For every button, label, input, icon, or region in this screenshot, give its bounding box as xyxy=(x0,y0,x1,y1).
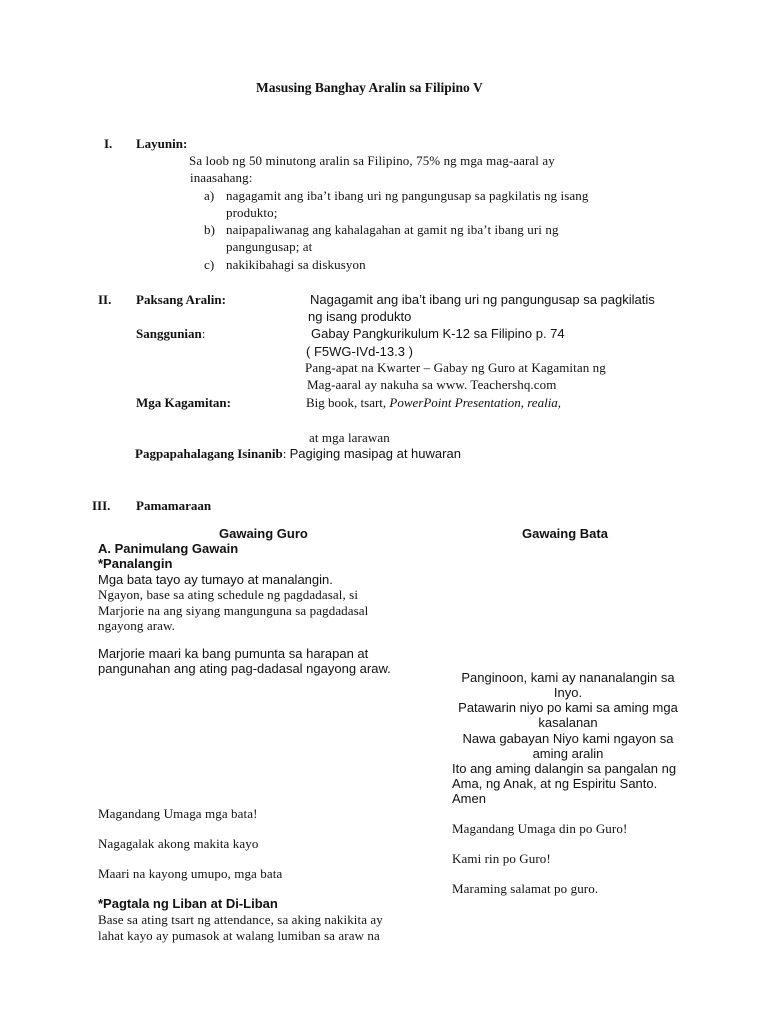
section-1-heading: Layunin: xyxy=(136,136,188,151)
sanggunian-line3: Pang-apat na Kwarter – Gabay ng Guro at Kagamitan ng xyxy=(305,360,606,375)
bata-greeting: Kami rin po Guro! xyxy=(452,851,551,866)
bata-prayer-line: Ama, ng Anak, at ng Espiritu Santo. xyxy=(452,776,658,791)
panimulang-gawain-heading: A. Panimulang Gawain xyxy=(98,541,239,556)
paksa-value-line2: ng isang produkto xyxy=(308,309,412,324)
document-title: Masusing Banghay Aralin sa Filipino V xyxy=(256,80,483,95)
guro-line: pangunahan ang ating pag-dadasal ngayong araw. xyxy=(98,661,391,676)
sanggunian-label: Sanggunian xyxy=(136,326,202,341)
guro-line: ngayong araw. xyxy=(98,618,175,633)
guro-greeting: Nagagalak akong makita kayo xyxy=(98,836,259,851)
section-3-numeral: III. xyxy=(92,498,111,513)
objective-a-line2: produkto; xyxy=(226,205,278,220)
guro-line: Mga bata tayo ay tumayo at manalangin. xyxy=(98,572,333,587)
guro-line: Ngayon, base sa ating schedule ng pagdadasal, si xyxy=(98,587,359,602)
paksa-value-line1: Nagagamit ang iba’t ibang uri ng pangungusap sa pagkilatis xyxy=(310,292,655,307)
bata-greeting: Magandang Umaga din po Guro! xyxy=(452,821,628,836)
guro-greeting: Maari na kayong umupo, mga bata xyxy=(98,866,283,881)
bata-prayer-line: Inyo. xyxy=(553,685,583,700)
objective-b-marker: b) xyxy=(204,222,216,237)
objective-c-marker: c) xyxy=(204,257,215,272)
objective-c-line1: nakikibahagi sa diskusyon xyxy=(226,257,366,272)
section-1-numeral: I. xyxy=(104,136,113,151)
pagpapahalaga-value: Pagiging masipag at huwaran xyxy=(289,446,461,461)
section-2-numeral: II. xyxy=(98,292,112,307)
bata-prayer-line: kasalanan xyxy=(538,715,598,730)
kagamitan-italic: PowerPoint Presentation, realia, xyxy=(389,395,562,410)
pagtala-heading: *Pagtala ng Liban at Di-Liban xyxy=(98,896,278,911)
guro-line: Marjorie na ang siyang mangunguna sa pagdadasal xyxy=(98,603,369,618)
kagamitan-line2: at mga larawan xyxy=(309,430,390,445)
pagpapahalaga-colon: : xyxy=(282,446,287,461)
objectives-intro-line1: Sa loob ng 50 minutong aralin sa Filipino, 75% ng mga mag-aaral ay xyxy=(189,153,555,168)
column-header-bata: Gawaing Bata xyxy=(522,526,608,541)
sanggunian-colon: : xyxy=(201,326,206,341)
bata-prayer-line: Patawarin niyo po kami sa aming mga xyxy=(458,700,678,715)
paksa-label: Paksang Aralin: xyxy=(136,292,226,307)
kagamitan-plain: Big book, tsart, xyxy=(306,395,390,410)
objective-a-marker: a) xyxy=(204,188,215,203)
bata-prayer-line: Nawa gabayan Niyo kami ngayon sa xyxy=(462,731,674,746)
section-3-heading: Pamamaraan xyxy=(136,498,212,513)
bata-prayer-line: aming aralin xyxy=(532,746,604,761)
bata-greeting: Maraming salamat po guro. xyxy=(452,881,599,896)
pagtala-line: lahat kayo ay pumasok at walang lumiban sa araw na xyxy=(98,928,380,943)
sanggunian-line1: Gabay Pangkurikulum K-12 sa Filipino p. 74 xyxy=(311,326,565,341)
objective-b-line1: naipapaliwanag ang kahalagahan at gamit ng iba’t ibang uri ng xyxy=(226,222,559,237)
kagamitan-label: Mga Kagamitan: xyxy=(136,395,231,410)
panalangin-heading: *Panalangin xyxy=(98,556,173,571)
guro-greeting: Magandang Umaga mga bata! xyxy=(98,806,258,821)
objectives-intro-line2: inaasahang: xyxy=(190,170,253,185)
bata-prayer-line: Amen xyxy=(452,791,486,806)
column-header-guro: Gawaing Guro xyxy=(219,526,308,541)
bata-prayer-line: Panginoon, kami ay nananalangin sa xyxy=(461,670,675,685)
pagtala-line: Base sa ating tsart ng attendance, sa aking nakikita ay xyxy=(98,912,383,927)
guro-line: Marjorie maari ka bang pumunta sa harapan at xyxy=(98,646,369,661)
sanggunian-line4: Mag-aaral ay nakuha sa www. Teachershq.com xyxy=(307,377,557,392)
objective-a-line1: nagagamit ang iba’t ibang uri ng pangungusap sa pagkilatis ng isang xyxy=(226,188,589,203)
sanggunian-line2: ( F5WG-IVd-13.3 ) xyxy=(306,344,413,359)
objective-b-line2: pangungusap; at xyxy=(226,239,313,254)
bata-prayer-line: Ito ang aming dalangin sa pangalan ng xyxy=(452,761,677,776)
pagpapahalaga-label: Pagpapahalagang Isinanib xyxy=(135,446,283,461)
